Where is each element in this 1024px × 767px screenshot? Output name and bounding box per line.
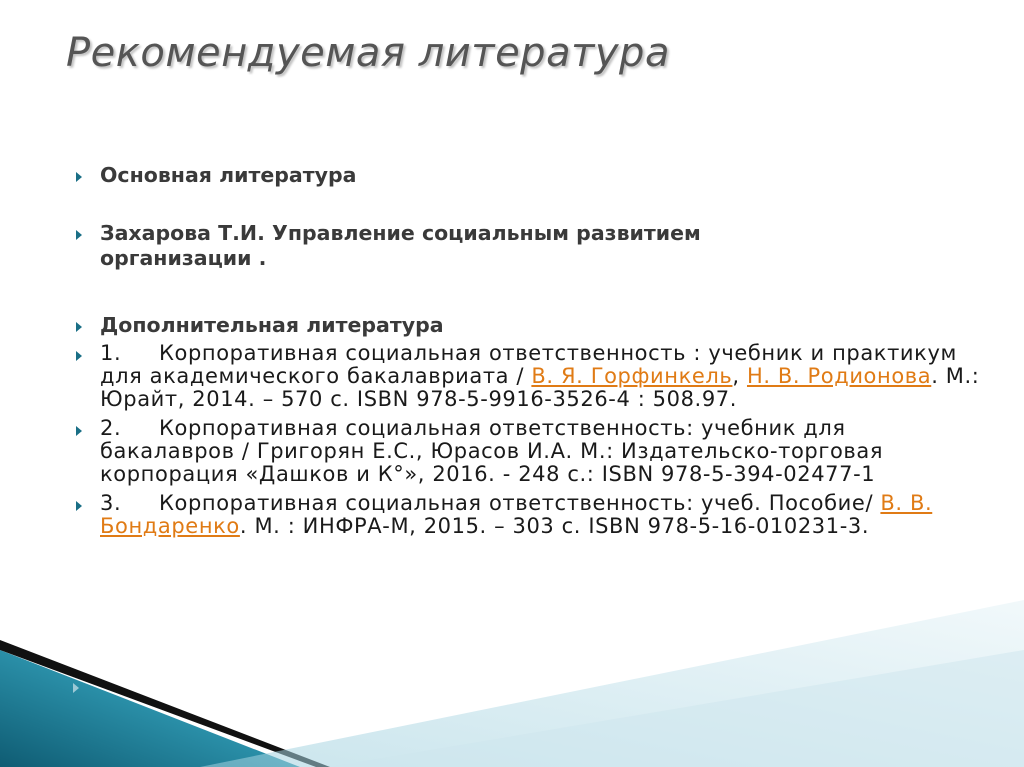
bullet-arrow-icon xyxy=(76,426,82,436)
reference-text xyxy=(100,417,980,486)
content-list xyxy=(76,163,980,538)
reference-text xyxy=(100,492,980,538)
reference-number: 1. xyxy=(100,341,122,365)
bullet-arrow-icon xyxy=(76,322,82,332)
reference-number: 2. xyxy=(100,416,122,440)
reference-item-2 xyxy=(76,417,980,486)
page-title: Рекомендуемая литература xyxy=(66,30,670,76)
decor-light-wave-2 xyxy=(330,650,1024,767)
reference-item-3 xyxy=(76,492,980,538)
author-link-bondarenko[interactable]: В. В. Бондаренко xyxy=(100,491,933,538)
author-link-gorfinkel[interactable]: В. Я. Горфинкель xyxy=(531,364,733,388)
section-heading: Дополнительная литература xyxy=(100,313,444,337)
decor-teal-wave xyxy=(0,650,300,767)
reference-publisher: . М.: Юрайт, 2014. – 570 с. ISBN 978-5-9916-3526-4 : 508.97. xyxy=(100,364,980,411)
author-separator: , xyxy=(732,364,747,388)
section-heading: Захарова Т.И. Управление социальным развитием организации . xyxy=(100,221,701,270)
reference-title: Корпоративная социальная ответственность: учеб. Пособие/ xyxy=(159,491,881,515)
reference-text xyxy=(100,342,980,411)
bullet-arrow-icon xyxy=(76,230,82,240)
section-heading: Основная литература xyxy=(100,163,357,187)
author-link-rodionova[interactable]: Н. В. Родионова xyxy=(746,364,932,388)
bullet-arrow-icon xyxy=(76,501,82,511)
reference-title: Корпоративная социальная ответственность : учебник и практикум для академического бакалавриата / xyxy=(100,341,957,388)
reference-publisher: . М. : ИНФРА-М, 2015. – 303 с. ISBN 978-5-16-010231-3. xyxy=(239,514,870,538)
bullet-arrow-icon xyxy=(76,172,82,182)
section-item-main-book xyxy=(76,221,820,271)
section-item-additional-literature xyxy=(76,313,976,338)
reference-number: 3. xyxy=(100,491,122,515)
bullet-arrow-icon xyxy=(76,351,82,361)
reference-item-1 xyxy=(76,342,980,411)
reference-body: Корпоративная социальная ответственность: учебник для бакалавров / Григорян Е.С., Юрасов И.А. М.: Издательско-торговая корпорация «Дашков и К°», 2016. - 248 с.: ISBN 978-5-394-02477-1 xyxy=(100,416,884,486)
section-item-main-literature xyxy=(76,163,976,188)
